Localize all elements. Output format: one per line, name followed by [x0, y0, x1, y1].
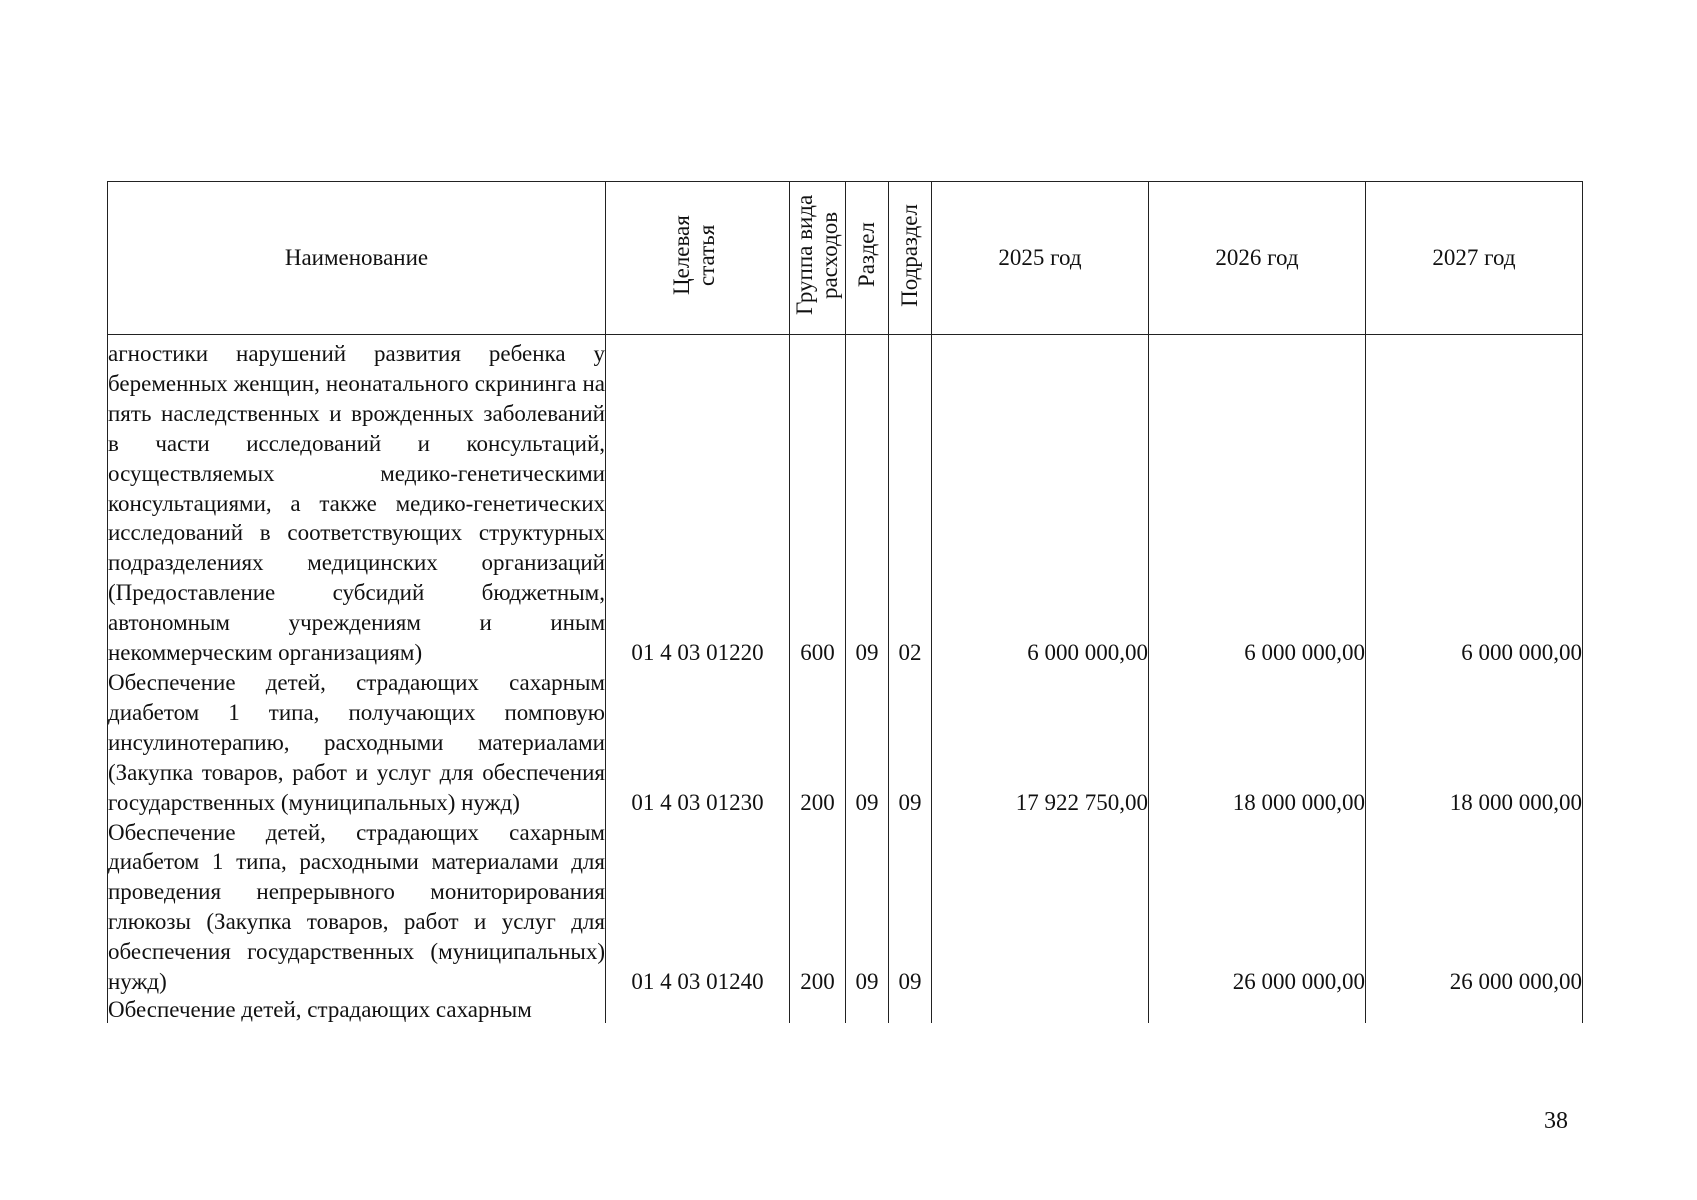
row-expense-group: 200: [790, 668, 846, 818]
row-section: 09: [846, 335, 889, 668]
row-section: [846, 997, 889, 1023]
header-section: Раздел: [846, 182, 889, 335]
budget-table: [107, 181, 1583, 1023]
row-amount-2026: [1149, 997, 1366, 1023]
row-subsection: 09: [889, 668, 932, 818]
row-amount-2025: 6 000 000,00: [932, 335, 1149, 668]
header-target-article: Целевая статья: [606, 182, 790, 335]
table-row: [108, 335, 1583, 668]
row-subsection: 09: [889, 818, 932, 997]
table-row: [108, 668, 1583, 818]
table-header-row: [108, 182, 1583, 335]
header-year-2026: 2026 год: [1149, 182, 1366, 335]
table-row: [108, 997, 1583, 1023]
row-subsection: [889, 997, 932, 1023]
row-target-article: 01 4 03 01240: [606, 818, 790, 997]
row-target-article: [606, 997, 790, 1023]
row-name: Обеспечение детей, страдающих сахарным диабетом 1 типа, получающих помповую инсулинотерапию, расходными материалами (Закупка товаров, работ и услуг для обеспечения государственных (муниципальных) нужд): [108, 668, 606, 818]
header-name: Наименование: [108, 182, 606, 335]
row-name: агностики нарушений развития ребенка у беременных женщин, неонатального скрининга на пять наследственных и врожденных заболеваний в части исследований и консультаций, осуществляемых медико-генетическими консультациями, а также медико-генетических исследований в соответствующих структурных подразделениях медицинских организаций (Предоставление субсидий бюджетным, автономным учреждениям и иным некоммерческим организациям): [108, 335, 606, 668]
row-amount-2025: [932, 997, 1149, 1023]
row-amount-2026: 26 000 000,00: [1149, 818, 1366, 997]
row-target-article: 01 4 03 01220: [606, 335, 790, 668]
row-expense-group: 600: [790, 335, 846, 668]
row-amount-2025: [932, 818, 1149, 997]
row-section: 09: [846, 818, 889, 997]
header-subsection: Подраздел: [889, 182, 932, 335]
row-subsection: 02: [889, 335, 932, 668]
row-amount-2027: 6 000 000,00: [1366, 335, 1583, 668]
table-row: [108, 818, 1583, 997]
row-expense-group: [790, 997, 846, 1023]
row-amount-2026: 6 000 000,00: [1149, 335, 1366, 668]
header-year-2027: 2027 год: [1366, 182, 1583, 335]
row-section: 09: [846, 668, 889, 818]
page-number: 38: [1544, 1108, 1568, 1134]
row-amount-2027: 26 000 000,00: [1366, 818, 1583, 997]
row-name: Обеспечение детей, страдающих сахарным: [108, 997, 606, 1023]
row-amount-2027: [1366, 997, 1583, 1023]
row-target-article: 01 4 03 01230: [606, 668, 790, 818]
row-amount-2026: 18 000 000,00: [1149, 668, 1366, 818]
row-name: Обеспечение детей, страдающих сахарным диабетом 1 типа, расходными материалами для проведения непрерывного мониторирования глюкозы (Закупка товаров, работ и услуг для обеспечения государственных (муниципальных) нужд): [108, 818, 606, 997]
row-expense-group: 200: [790, 818, 846, 997]
header-year-2025: 2025 год: [932, 182, 1149, 335]
row-amount-2025: 17 922 750,00: [932, 668, 1149, 818]
header-expense-group: Группа вида расходов: [790, 182, 846, 335]
row-amount-2027: 18 000 000,00: [1366, 668, 1583, 818]
